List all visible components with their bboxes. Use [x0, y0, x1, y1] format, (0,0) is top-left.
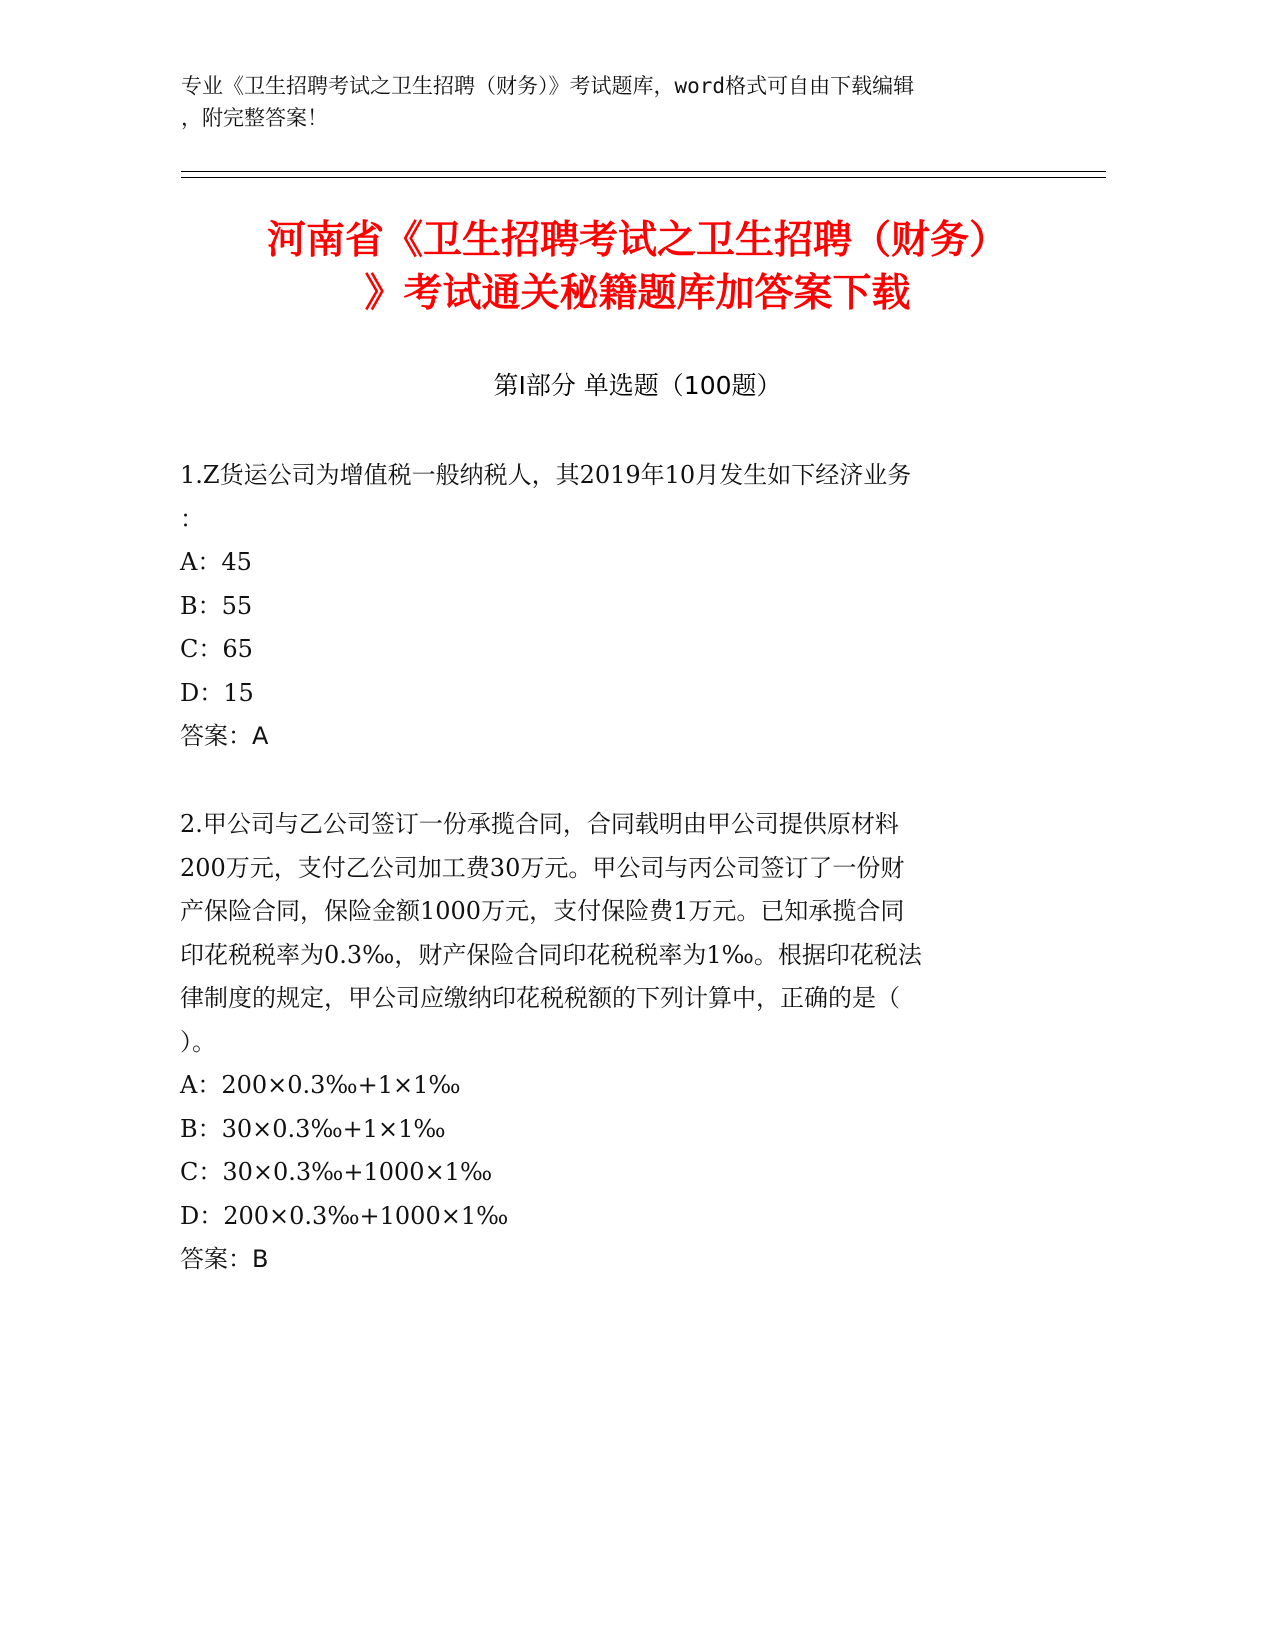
question-1-answer: 答案：A	[180, 722, 269, 750]
document-title-line-2: 》考试通关秘籍题库加答案下载	[364, 271, 911, 316]
question-2-stem-line-6: ）。	[180, 1027, 216, 1056]
question-1-option-c: C：65	[180, 635, 253, 663]
header-note	[181, 70, 1061, 134]
question-2-option-d: D：200×0.3‰+1000×1‰	[180, 1201, 509, 1230]
question-1	[180, 454, 1060, 759]
question-2-stem-line-3: 产保险合同，保险金额1000万元，支付保险费1万元。已知承揽合同	[180, 897, 905, 925]
section-heading: 第Ⅰ部分 单选题（100题）	[493, 371, 782, 400]
question-2	[180, 803, 1060, 1282]
document-title	[150, 214, 1125, 320]
question-2-option-a: A：200×0.3‰+1×1‰	[180, 1071, 461, 1099]
question-2-option-c: C：30×0.3‰+1000×1‰	[180, 1158, 493, 1186]
question-2-stem-line-1: 2.甲公司与乙公司签订一份承揽合同，合同载明由甲公司提供原材料	[180, 810, 899, 838]
header-note-line-1: 专业《卫生招聘考试之卫生招聘（财务）》考试题库，word格式可自由下载编辑	[181, 74, 915, 98]
question-2-stem-line-5: 律制度的规定，甲公司应缴纳印花税税额的下列计算中，正确的是（	[180, 984, 900, 1012]
question-1-option-d: D：15	[180, 678, 254, 707]
question-1-option-a: A：45	[180, 548, 252, 576]
header-note-line-2: ，附完整答案！	[181, 106, 328, 130]
header-rule-top	[181, 171, 1106, 172]
question-1-option-b: B：55	[180, 591, 253, 620]
question-1-stem-line-1: 1.Z货运公司为增值税一般纳税人，其2019年10月发生如下经济业务	[180, 461, 912, 489]
document-title-line-1: 河南省《卫生招聘考试之卫生招聘（财务）	[266, 218, 1008, 263]
header-rule-bottom	[181, 177, 1106, 178]
question-2-option-b: B：30×0.3‰+1×1‰	[180, 1114, 446, 1143]
question-2-answer: 答案：B	[180, 1245, 269, 1273]
question-1-stem-line-2: ：	[180, 504, 204, 533]
question-2-stem-line-4: 印花税税率为0.3‰，财产保险合同印花税税率为1‰。根据印花税法	[180, 940, 922, 969]
question-2-stem-line-2: 200万元，支付乙公司加工费30万元。甲公司与丙公司签订了一份财	[180, 853, 905, 882]
